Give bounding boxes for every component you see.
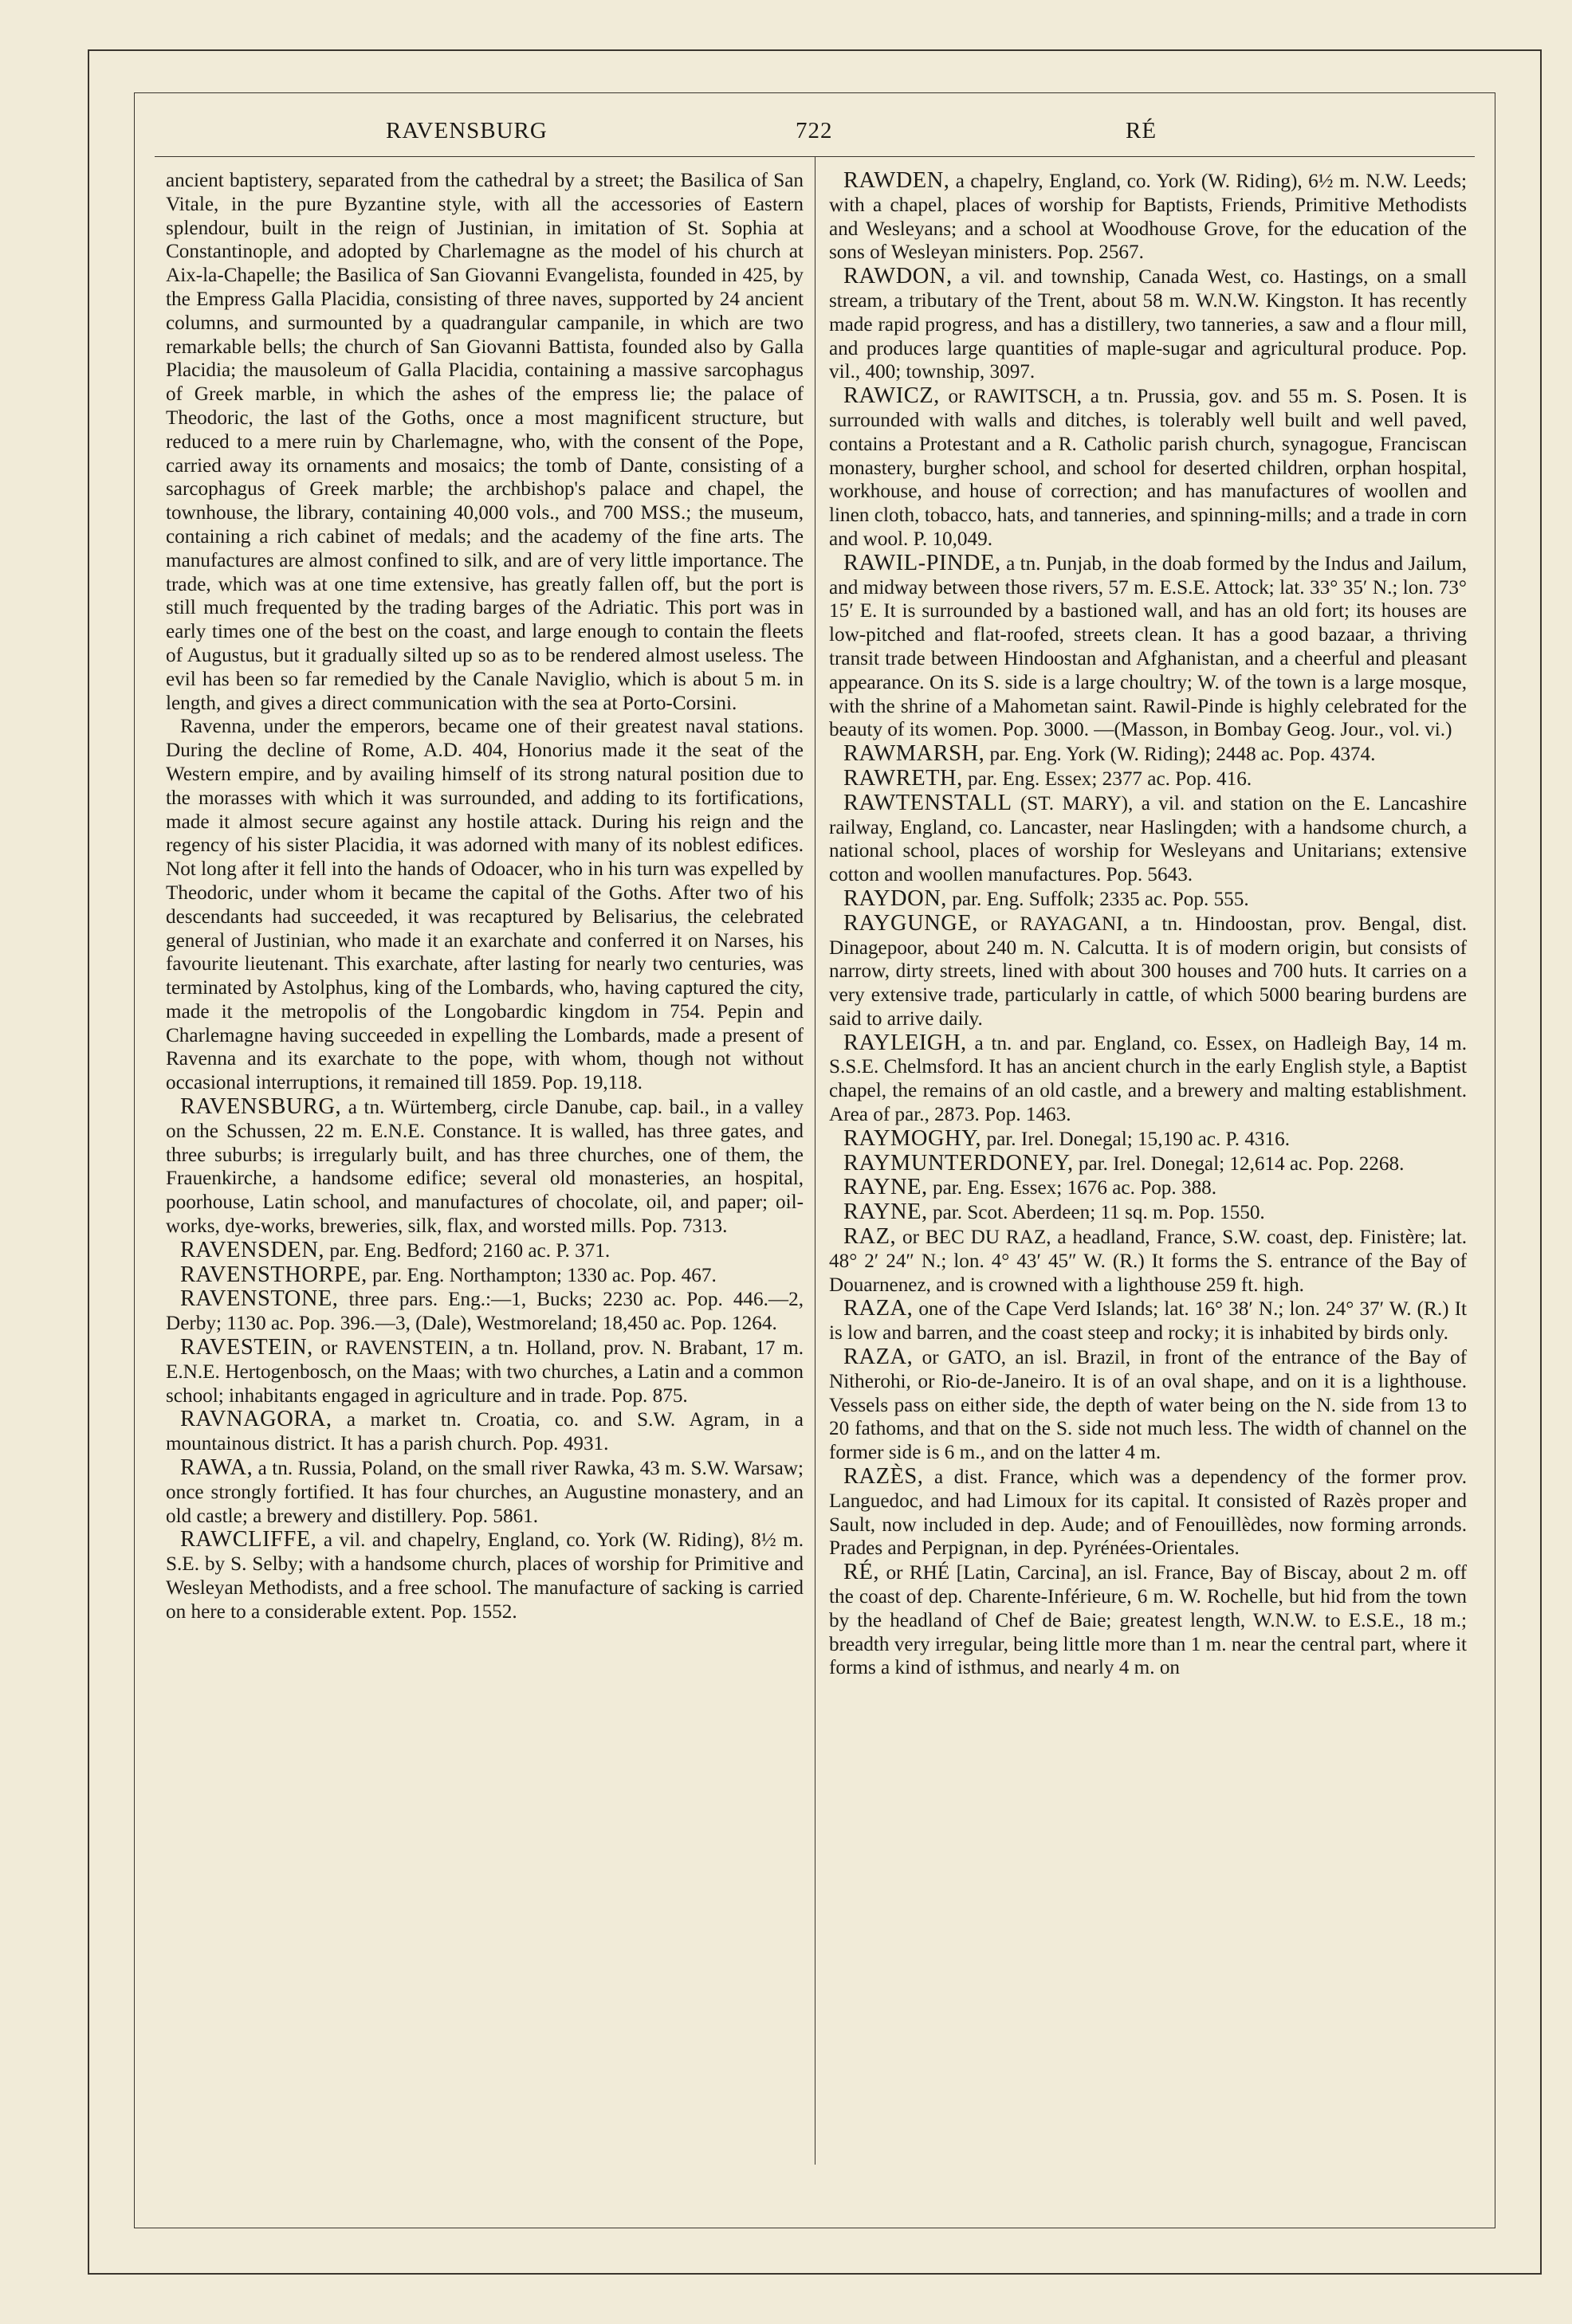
entry-headword: RAYMOGHY, [843, 1125, 982, 1151]
entry-headword: RAYGUNGE, [843, 910, 978, 936]
page-number: 722 [796, 118, 833, 143]
entry-headword: RAZA, [843, 1296, 914, 1321]
entry-text: (ST. MARY), a vil. and station on the E. Lancashire railway, England, co. Lancaster, near Haslingden; with a handsome church, a national school, places of worship for Wesleyans and Unitarians; extensive cotton and woollen manufactures. Pop. 5643. [829, 792, 1467, 886]
entry-text: par. Eng. Essex; 1676 ac. Pop. 388. [927, 1177, 1217, 1199]
gazetteer-entry [829, 912, 1467, 1031]
gazetteer-entry [829, 265, 1467, 384]
entry-headword: RAVESTEIN, [180, 1335, 313, 1360]
entry-headword: RAVENSDEN, [180, 1237, 325, 1262]
entry-headword: RAWA, [180, 1455, 253, 1481]
entry-headword: RAWICZ, [843, 383, 940, 409]
entry-headword: RAVENSTONE, [180, 1286, 339, 1312]
header-right-word: RÉ [1126, 118, 1157, 143]
entry-headword: RAZÈS, [843, 1464, 924, 1490]
entry-text: three pars. Eng.:—1, Bucks; 2230 ac. Pop. 446.—2, Derby; 1130 ac. Pop. 396.—3, (Dale), Westmoreland; 18,450 ac. Pop. 1264. [166, 1289, 804, 1335]
entry-text: par. Scot. Aberdeen; 11 sq. m. Pop. 1550. [927, 1202, 1265, 1224]
entry-paragraph [166, 169, 804, 715]
entry-headword: RAZ, [843, 1224, 897, 1250]
header-left-word: RAVENSBURG [386, 118, 548, 143]
gazetteer-entry [829, 169, 1467, 265]
entry-headword: RAYNE, [843, 1175, 928, 1200]
gazetteer-entry [829, 1152, 1467, 1176]
entry-headword: RAWRETH, [843, 765, 963, 791]
entry-headword: RAVNAGORA, [180, 1407, 332, 1432]
entry-text: a tn. Würtemberg, circle Danube, cap. bail., in a valley on the Schussen, 22 m. E.N.E. Constance. It is walled, has three gates, and three suburbs; is irregularly built, and has three churches, one of them, the Frauenkirche, a handsome edifice; several old monasteries, an hospital, poorhouse, Latin school, and manufactures of chocolate, oil, and paper; oil-works, dye-works, breweries, silk, flax, and worsted mills. Pop. 7313. [166, 1097, 804, 1238]
entry-text: or RAVENSTEIN, a tn. Holland, prov. N. Brabant, 17 m. E.N.E. Hertogenbosch, on the Maas; with two churches, a Latin and a common school; inhabitants engaged in agriculture and in trade. Pop. 875. [166, 1337, 804, 1407]
gazetteer-entry [829, 552, 1467, 742]
gazetteer-entry [166, 1263, 804, 1288]
gazetteer-entry [166, 1407, 804, 1456]
entry-text: a tn. Russia, Poland, on the small river Rawka, 43 m. S.W. Warsaw; once strongly fortified. It has four churches, an Augustine monastery, and an old castle; a brewery and distillery. Pop. 5861. [166, 1458, 804, 1527]
entry-text: a vil. and township, Canada West, co. Hastings, on a small stream, a tributary of the Trent, about 58 m. W.N.W. Kingston. It has recently made rapid progress, and has a distillery, two tanneries, a saw and a flour mill, and produces large quantities of maple-sugar and agricultural produce. Pop. vil., 400; township, 3097. [829, 266, 1467, 383]
entry-headword: RAWTENSTALL [843, 790, 1012, 815]
entry-text: one of the Cape Verd Islands; lat. 16° 38′ N.; lon. 24° 37′ W. (R.) It is low and barren, and the coast steep and rocky; it is inhabited by birds only. [829, 1298, 1467, 1345]
entry-headword: RAWDON, [843, 264, 953, 289]
entry-text: a tn. Punjab, in the doab formed by the Indus and Jailum, and midway between those rivers, 57 m. E.S.E. Attock; lat. 33° 35′ N.; lon. 73° 15′ E. It is surrounded by a bastioned wall, and has an old fort; its houses are low-pitched and flat-roofed, streets clean. It has a good bazaar, a thriving transit trade between Hindoostan and Afghanistan, and a cheerful and pleasant appearance. On its S. side is a large choultry; W. of the town is a large mosque, with the shrine of a Mahometan saint. Rawil-Pinde is highly celebrated for the beauty of its women. Pop. 3000. —(Masson, in Bombay Geog. Jour., vol. vi.) [829, 552, 1467, 741]
entry-text: Ravenna, under the emperors, became one of their greatest naval stations. During the decline of Rome, A.D. 404, Honorius made it the seat of the Western empire, and by availing himself of its strong natural position due to the morasses with which it was surrounded, and adding to its fortifications, made it almost secure against any hostile attack. During his reign and the regency of his sister Placidia, it was adorned with many of its noblest edifices. Not long after it fell into the hands of Odoacer, who in his turn was expelled by Theodoric, under whom it became the capital of the Goths. After two of his descendants had succeeded, it was recaptured by Belisarius, the celebrated general of Justinian, who made it an exarchate and conferred it on Narses, his favourite lieutenant. This exarchate, after lasting for nearly two centuries, was terminated by Astolphus, king of the Lombards, who, having captured the city, made it the metropolis of the Longobardic kingdom in 754. Pepin and Charlemagne having succeeded in expelling the Lombards, made a present of Ravenna and its exarchate to the pope, with whom, though not without occasional interruptions, it remained till 1859. Pop. 19,118. [166, 716, 804, 1094]
entry-text: par. Eng. Northampton; 1330 ac. Pop. 467. [367, 1264, 717, 1286]
entry-headword: RAWDEN, [843, 168, 950, 193]
entry-text: ancient baptistery, separated from the cathedral by a street; the Basilica of San Vitale, in the pure Byzantine style, with all the accessories of Eastern splendour, built in the reign of Justinian, in imitation of St. Sophia at Constantinople, and adopted by Charlemagne as the model of his church at Aix-la-Chapelle; the Basilica of San Giovanni Evangelista, founded in 425, by the Empress Galla Placidia, consisting of three naves, supported by 24 ancient columns, and surmounted by a quadrangular campanile, in which are two remarkable bells; the church of San Giovanni Battista, founded also by Galla Placidia; the mausoleum of Galla Placidia, containing a massive sarcophagus of Greek marble, in which the ashes of the empress lie; the palace of Theodoric, the last of the Goths, once a most magnificent structure, but reduced to a mere ruin by Charlemagne, who, with the consent of the Pope, carried away its ornaments and mosaics; the tomb of Dante, consisting of a sarcophagus of Greek marble; the archbishop's palace and chapel, the townhouse, the library, containing 40,000 vols., and 700 MSS.; the museum, containing a rich cabinet of medals; and the academy of the fine arts. The manufactures are almost confined to silk, and are of very little importance. The trade, which was at one time extensive, has greatly fallen off, but the port is still much frequented by the trading barges of the Adriatic. This port was in early times one of the best on the coast, and large enough to contain the fleets of Augustus, but it gradually silted up so as to be rendered almost useless. The evil has been so far remedied by the Canale Naviglio, which is about 5 m. in length, and gives a direct communication with the sea at Porto-Corsini. [166, 170, 804, 714]
entry-headword: RAYLEIGH, [843, 1030, 967, 1055]
gazetteer-entry [166, 1336, 804, 1407]
entry-text: or RHÉ [Latin, Carcina], an isl. France, Bay of Biscay, about 2 m. off the coast of dep. Charente-Inférieure, 6 m. W. Rochelle, but hid from the town by the headland of Chef de Baie; greatest length, W.N.W. to E.S.E., 18 m.; breadth very irregular, being little more than 1 m. near the central part, where it forms a kind of isthmus, and nearly 4 m. on [829, 1562, 1467, 1679]
entry-text: or RAYAGANI, a tn. Hindoostan, prov. Bengal, dist. Dinagepoor, about 240 m. N. Calcutta. It is of modern origin, but consists of narrow, dirty streets, lined with about 300 houses and 700 huts. It carries on a very extensive trade, particularly in cattle, of which 5000 bearing burdens are said to arrive daily. [829, 913, 1467, 1030]
gazetteer-entry [829, 767, 1467, 791]
gazetteer-entry [166, 1239, 804, 1263]
entry-text: par. Eng. York (W. Riding); 2448 ac. Pop. 4374. [984, 744, 1376, 766]
entry-paragraph [166, 715, 804, 1095]
entry-text: par. Eng. Suffolk; 2335 ac. Pop. 555. [946, 888, 1249, 910]
entry-text: a vil. and chapelry, England, co. York (W. Riding), 8½ m. S.E. by S. Selby; with a handsome church, places of worship for Primitive and Wesleyan Methodists, and a free school. The manufacture of sacking is carried on here to a considerable extent. Pop. 1552. [166, 1529, 804, 1623]
entry-headword: RAYDON, [843, 885, 947, 911]
gazetteer-entry [829, 1176, 1467, 1200]
gazetteer-entry [166, 1456, 804, 1528]
entry-headword: RAZA, [843, 1345, 914, 1370]
running-header [155, 118, 1475, 150]
entry-headword: RÉ, [843, 1560, 880, 1585]
gazetteer-entry [829, 887, 1467, 912]
entry-text: a chapelry, England, co. York (W. Riding), 6½ m. N.W. Leeds; with a chapel, places of worship for Baptists, Friends, Primitive Methodists and Wesleyans; and a school at Woodhouse Grove, for the education of the sons of Wesleyan ministers. Pop. 2567. [829, 171, 1467, 264]
left-column [166, 169, 804, 1624]
right-column [829, 169, 1467, 1680]
entry-text: or GATO, an isl. Brazil, in front of the entrance of the Bay of Nitherohi, or Rio-de-Janeiro. It is of an oval shape, and on it is a lighthouse. Vessels pass on either side, the depth of water being on the N. side from 13 to 20 fathoms, and that on the S. side not much less. The width of channel on the former side is 6 m., and on the latter 4 m. [829, 1347, 1467, 1464]
entry-text: par. Eng. Bedford; 2160 ac. P. 371. [324, 1239, 611, 1262]
entry-text: par. Irel. Donegal; 15,190 ac. P. 4316. [981, 1128, 1291, 1150]
gazetteer-entry [829, 1127, 1467, 1152]
gazetteer-entry [829, 1465, 1467, 1560]
gazetteer-entry [166, 1287, 804, 1336]
entry-headword: RAVENSBURG, [180, 1094, 342, 1120]
entry-text: a dist. France, which was a dependency of the former prov. Languedoc, and had Limoux for its capital. It consisted of Razès proper and Sault, now included in dep. Aude; and of Fenouillèdes, now forming arronds. Prades and Perpignan, in dep. Pyrénées-Orientales. [829, 1466, 1467, 1560]
entry-headword: RAWMARSH, [843, 741, 985, 767]
gazetteer-entry [829, 1031, 1467, 1127]
gazetteer-entry [166, 1095, 804, 1239]
gazetteer-entry [829, 1297, 1467, 1345]
gazetteer-entry [829, 384, 1467, 552]
entry-text: a tn. and par. England, co. Essex, on Hadleigh Bay, 14 m. S.S.E. Chelmsford. It has an ancient church in the early English style, a Baptist chapel, the remains of an old castle, and a brewery and malting establishment. Area of par., 2873. Pop. 1463. [829, 1032, 1467, 1126]
gazetteer-entry [829, 742, 1467, 767]
entry-headword: RAVENSTHORPE, [180, 1262, 367, 1287]
entry-text: or BEC DU RAZ, a headland, France, S.W. coast, dep. Finistère; lat. 48° 2′ 24″ N.; lon. 4° 43′ 45″ W. (R.) It forms the S. entrance of the Bay of Douarnenez, and is crowned with a lighthouse 259 ft. high. [829, 1227, 1467, 1296]
entry-text: or RAWITSCH, a tn. Prussia, gov. and 55 m. S. Posen. It is surrounded with walls and ditches, is tolerably well built and well paved, contains a Protestant and a R. Catholic parish church, synagogue, Franciscan monastery, burgher school, and school for deserted children, orphan hospital, workhouse, and house of correction; and has manufactures of woollen and linen cloth, tobacco, hats, and tanneries, and spinning-mills; and a trade in corn and wool. P. 10,049. [829, 386, 1467, 550]
gazetteer-entry [829, 1560, 1467, 1680]
gazetteer-entry [166, 1528, 804, 1623]
gazetteer-entry [829, 1345, 1467, 1465]
entry-text: par. Irel. Donegal; 12,614 ac. Pop. 2268. [1073, 1152, 1405, 1175]
entry-text: a market tn. Croatia, co. and S.W. Agram, in a mountainous district. It has a parish church. Pop. 4931. [166, 1409, 804, 1455]
entry-headword: RAYNE, [843, 1199, 928, 1225]
gazetteer-entry [829, 1225, 1467, 1297]
gazetteer-entry [829, 791, 1467, 887]
entry-headword: RAYMUNTERDONEY, [843, 1150, 1074, 1176]
gazetteer-entry [829, 1200, 1467, 1225]
entry-headword: RAWIL-PINDE, [843, 550, 1001, 575]
entry-text: par. Eng. Essex; 2377 ac. Pop. 416. [962, 767, 1252, 790]
entry-headword: RAWCLIFFE, [180, 1527, 317, 1553]
